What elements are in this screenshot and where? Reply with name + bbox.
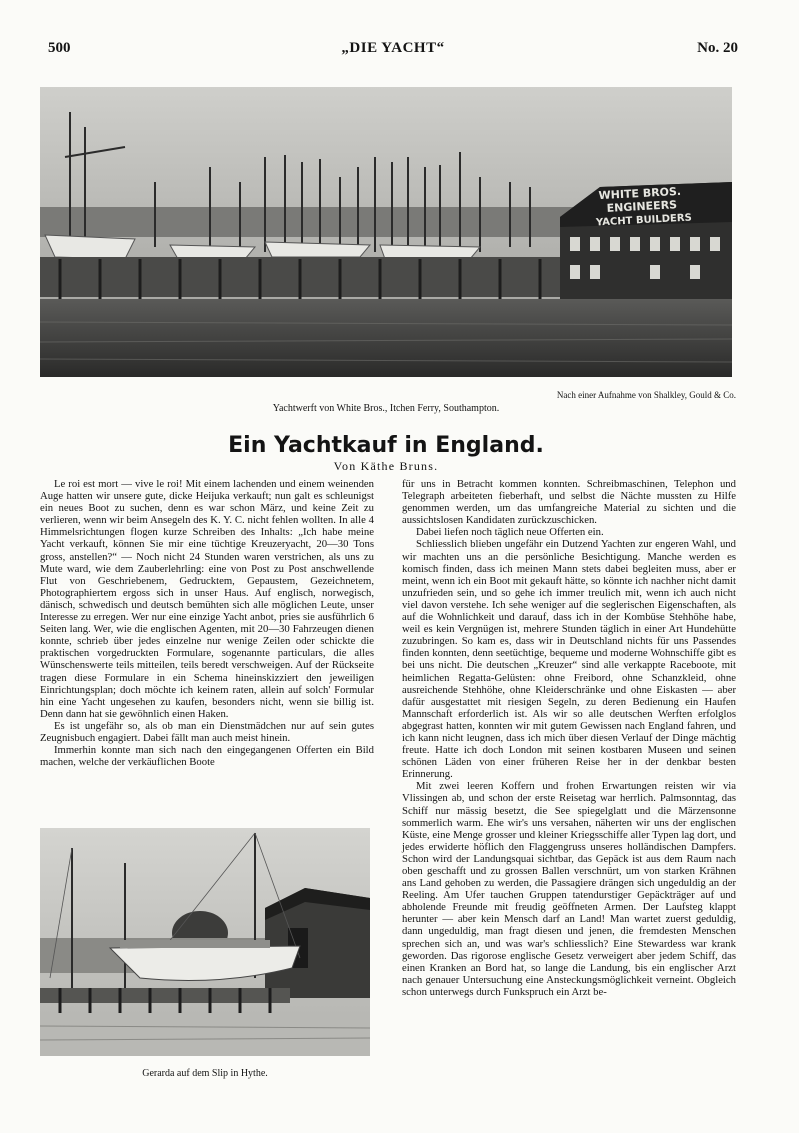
figure-caption-2: Gerarda auf dem Slip in Hythe. — [142, 1068, 268, 1079]
issue-number: No. 20 — [697, 40, 738, 56]
paragraph: Dabei liefen noch täglich neue Offerten ein. — [416, 526, 604, 539]
paragraph: Immerhin konnte man sich nach den eingegangenen Offerten ein Bild machen, welche der verkäuflichen Boote — [40, 744, 374, 769]
journal-title: „DIE YACHT“ — [341, 40, 445, 56]
paragraph: Schliesslich blieben ungefähr ein Dutzend Yachten zur engeren Wahl, und wir machten uns an die persönliche Besichtigung. Manche werden es komisch finden, dass ich meinen Mann stets dabei begleiten muss, aber er meint, wenn ich ein Boot mit gekauft hätte, so könnte ich nachher nicht damit unzufrieden sein, und so gehe ich immer treulich mit, wenn ich auch nicht viel davon verstehe. Ich sehe weniger auf die seglerischen Eigenschaften, als auf die Wohnlichkeit und darauf, dass ich in der Kombüse Stehhöhe habe, weil es kein Vergnügen ist, mehrere Stunden täglich in einer Art Hundehütte zuzubringen. So kam es, dass wir in Deutschland nichts für uns Passendes finden konnten, denn seetüchtige, bequeme und moderne Wohnschiffe gibt es bei uns nicht. Die deutschen „Kreuzer“ sind alle verkappte Raceboote, mit heimlichen Regatta-Gelüsten: ohne Freibord, ohne Schanzkleid, ohne ausreichende Stehhöhe, ohne Kleiderschränke und ohne Eiskasten — aber dafür ausgestattet mit riesigen Segeln, zu deren Bedienung ein Haufen Mannschaft erforderlich ist. Als wir so alle deutschen Werften erfolglos abgegrast hatten, konnten wir mit gutem Gewissen nach England fahren, und ich kann nicht leugnen, dass ich mich über diesen Verlauf der Dinge mächtig freute. Hatte ich doch London mit seinen kostbaren Museen und seinen schönen Läden von einer früheren Reise her in der denkbar besten Erinnerung. — [402, 538, 736, 781]
shipyard-photo — [40, 87, 732, 377]
paragraph: Es ist ungefähr so, als ob man ein Dienstmädchen nur auf sein gutes Zeugnisbuch engagiert. Dabei fällt man auch meist hinein. — [40, 719, 374, 744]
right-column — [402, 478, 736, 998]
article-byline: Von Käthe Bruns. — [333, 459, 439, 473]
article-title: Ein Yachtkauf in England. — [228, 433, 544, 458]
sign-line-3: YACHT BUILDERS — [595, 212, 693, 229]
yacht-slip-photo — [40, 828, 370, 1056]
paragraph: für uns in Betracht kommen konnten. Schreibmaschinen, Telephon und Telegraph arbeiteten fieberhaft, und selbst die Nächte mussten zu Hilfe genommen werden, um das umfangreiche Material zu sichten und die aussichtslosen Kandidaten zurückzuschicken. — [402, 478, 736, 527]
paragraph: Mit zwei leeren Koffern und frohen Erwartungen reisten wir via Vlissingen ab, und schon der erste Reisetag war herrlich. Palmsonntag, das Schiff nur mässig besetzt, die See spiegelglatt und die Märzensonne sommerlich warm. Ehe wir's uns versahen, näherten wir uns der englischen Küste, eine Menge grosser und kleiner Kriegsschiffe aller Typen lag dort, und jedes erwiderte höflich den Flaggengruss unseres holländischen Dampfers. Schon wird der Landungsquai sichtbar, das Gepäck ist aus dem Raum nach oben geschafft und zu grossen Ballen verschnürt, um von starken Krähnen ans Land gehoben zu werden, die Passagiere drängen sich ungeduldig an der Reeling. Am Ufer tauchen Gruppen tatendurstiger Gepäckträger auf und abholende Freunde mit freudig geöffneten Armen. Der Laufsteg klappt herunter — aber kein Mensch darf an Land! Man wartet zuerst geduldig, dann ungeduldig, man fragt diesen und jenen, die fremdesten Menschen sprechen sich an, und was war's schliesslich? Eine Stewardess war krank geworden. Das rigorose englische Gesetz verweigert aber jedem Schiff, das einen Kranken an Bord hat, so lange die Landung, bis ein englischer Arzt nach genauer Untersuchung eine Ansteckungsmöglichkeit verneint. Obgleich schon unterwegs durch Funkspruch ein Arzt be- — [402, 780, 736, 998]
sign-line-1: WHITE BROS. — [598, 184, 682, 203]
photo-credit: Nach einer Aufnahme von Shalkley, Gould & Co. — [556, 390, 736, 400]
page-number: 500 — [48, 40, 71, 56]
figure-caption-1: Yachtwerft von White Bros., Itchen Ferry, Southampton. — [272, 403, 500, 414]
running-header — [48, 40, 738, 62]
sign-line-2: ENGINEERS — [606, 198, 678, 215]
paragraph: Le roi est mort — vive le roi! Mit einem lachenden und einem weinenden Auge hatten wir unsere gute, dicke Heijuka verkauft; nun galt es schleunigst ein neues Boot zu suchen, denn es war schon März, und keine Zeit zu verlieren, wenn wir beim Ansegeln des K. Y. C. nicht fehlen wollten. In alle 4 Himmelsrichtungen flogen kurze Schreiben des Inhalts: „Ich habe meine Yacht verkauft, können Sie mir eine tüchtige Kreuzeryacht, 20—30 Tons gross, anstellen?“ — Noch nicht 24 Stunden waren verstrichen, als uns zu Mute ward, wie dem Zauberlehrling: eine von Post zu Post anschwellende Flut von Geschriebenem, Gedrucktem, Gepaustem, Gezeichnetem, Photographiertem ergoss sich in unser Haus. Auf englisch, norwegisch, dänisch, schwedisch und deutsch bemühten sich alle möglichen Leute, unser Interesse zu erregen. Wer nur eine einzige Yacht anbot, pries sie ausführlich 6 Seiten lang. Wer, wie die englischen Agenten, mit 20—30 Fahrzeugen dienen konnte, schrieb über jedes einzelne nur wenige Zeilen oder schickte die praktischen vorgedruckten Formulare, sogenannte particulars, die alles Wünschenswerte teils mitteilen, teils beredt verschweigen. Auf der Rückseite tragen diese Formulare in ein Schema hineinskizziert den jeweiligen Einrichtungsplan; doch möchte ich keinem raten, allein auf solch' Formular hin eine Yacht ungesehen zu kaufen, besonders nicht, wenn sie billig ist. Denn dann hat sie gewöhnlich einen Haken. — [40, 478, 374, 720]
left-column — [40, 478, 374, 768]
